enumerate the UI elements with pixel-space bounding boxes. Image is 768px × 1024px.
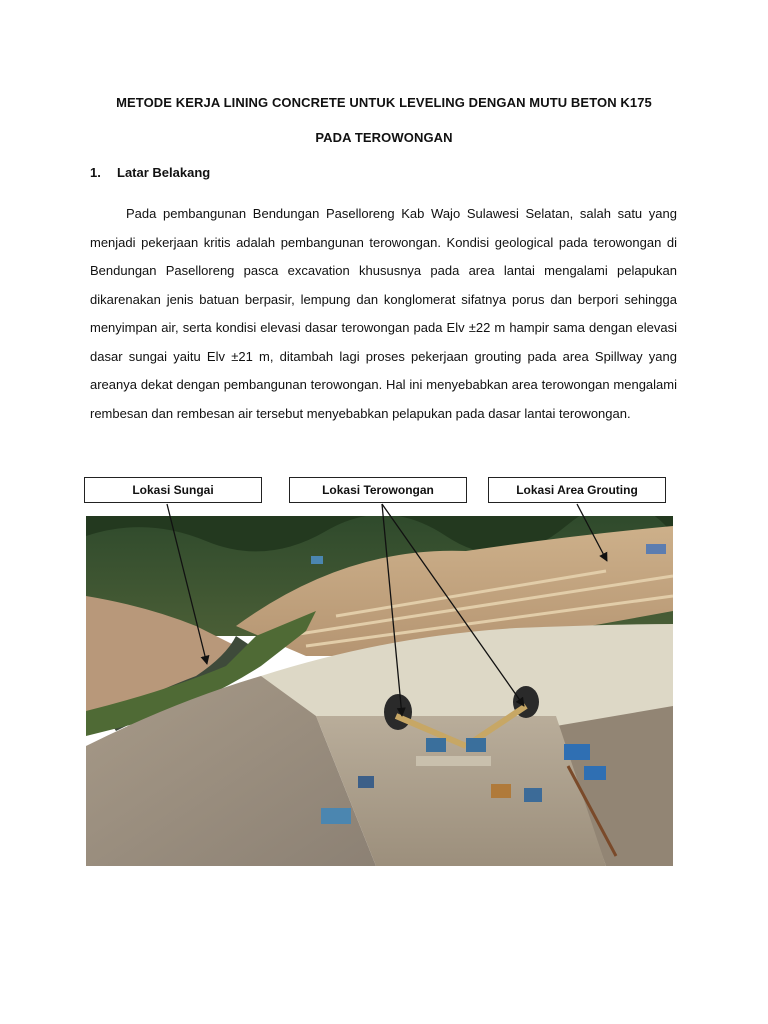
equipment-center-2 (466, 738, 486, 752)
label-lokasi-terowongan: Lokasi Terowongan (289, 477, 467, 503)
equipment-center-1 (426, 738, 446, 752)
aerial-photo-dam-site (86, 516, 673, 866)
truck-right-2 (524, 788, 542, 802)
equipment-right-2 (584, 766, 606, 780)
doc-title-line2: PADA TEROWONGAN (315, 130, 453, 145)
equipment-hill (311, 556, 323, 564)
label-lokasi-sungai: Lokasi Sungai (84, 477, 262, 503)
body-paragraph-text: Pada pembangunan Bendungan Paselloreng Kab Wajo Sulawesi Selatan, salah satu yang menjadi pekerjaan kritis adalah pembangunan terowongan. Kondisi geological pada terowongan di Bendungan Paselloreng pasca excavation khususnya pada area lantai mengalami pelapukan dikarenakan jenis batuan berpasir, lempung dan konglomerat sifatnya porus dan berpori sehingga menyimpan air, serta kondisi elevasi dasar terowongan pada Elv ±22 m hampir sama dengan elevasi dasar sungai yaitu Elv ±21 m, ditambah lagi proses pekerjaan grouting pada area Spillway yang areanya dekat dengan pembangunan terowongan. Hal ini menyebabkan area terowongan mengalami rembesan dan rembesan air tersebut menyebabkan pelapukan pada dasar lantai terowongan. (90, 206, 677, 421)
truck-left (358, 776, 374, 788)
equipment-far-right (646, 544, 666, 554)
doc-title-line1: METODE KERJA LINING CONCRETE UNTUK LEVELING DENGAN MUTU BETON K175 (116, 95, 652, 110)
label-lokasi-area-grouting: Lokasi Area Grouting (488, 477, 666, 503)
equipment-center-3 (416, 756, 491, 766)
section-heading (90, 165, 210, 180)
section-number: 1. (90, 165, 101, 180)
excavator-left (321, 808, 351, 824)
body-paragraph (90, 200, 677, 428)
tunnel-portal-left (384, 694, 412, 730)
truck-right-1 (491, 784, 511, 798)
equipment-right-1 (564, 744, 590, 760)
section-title: Latar Belakang (117, 165, 211, 180)
